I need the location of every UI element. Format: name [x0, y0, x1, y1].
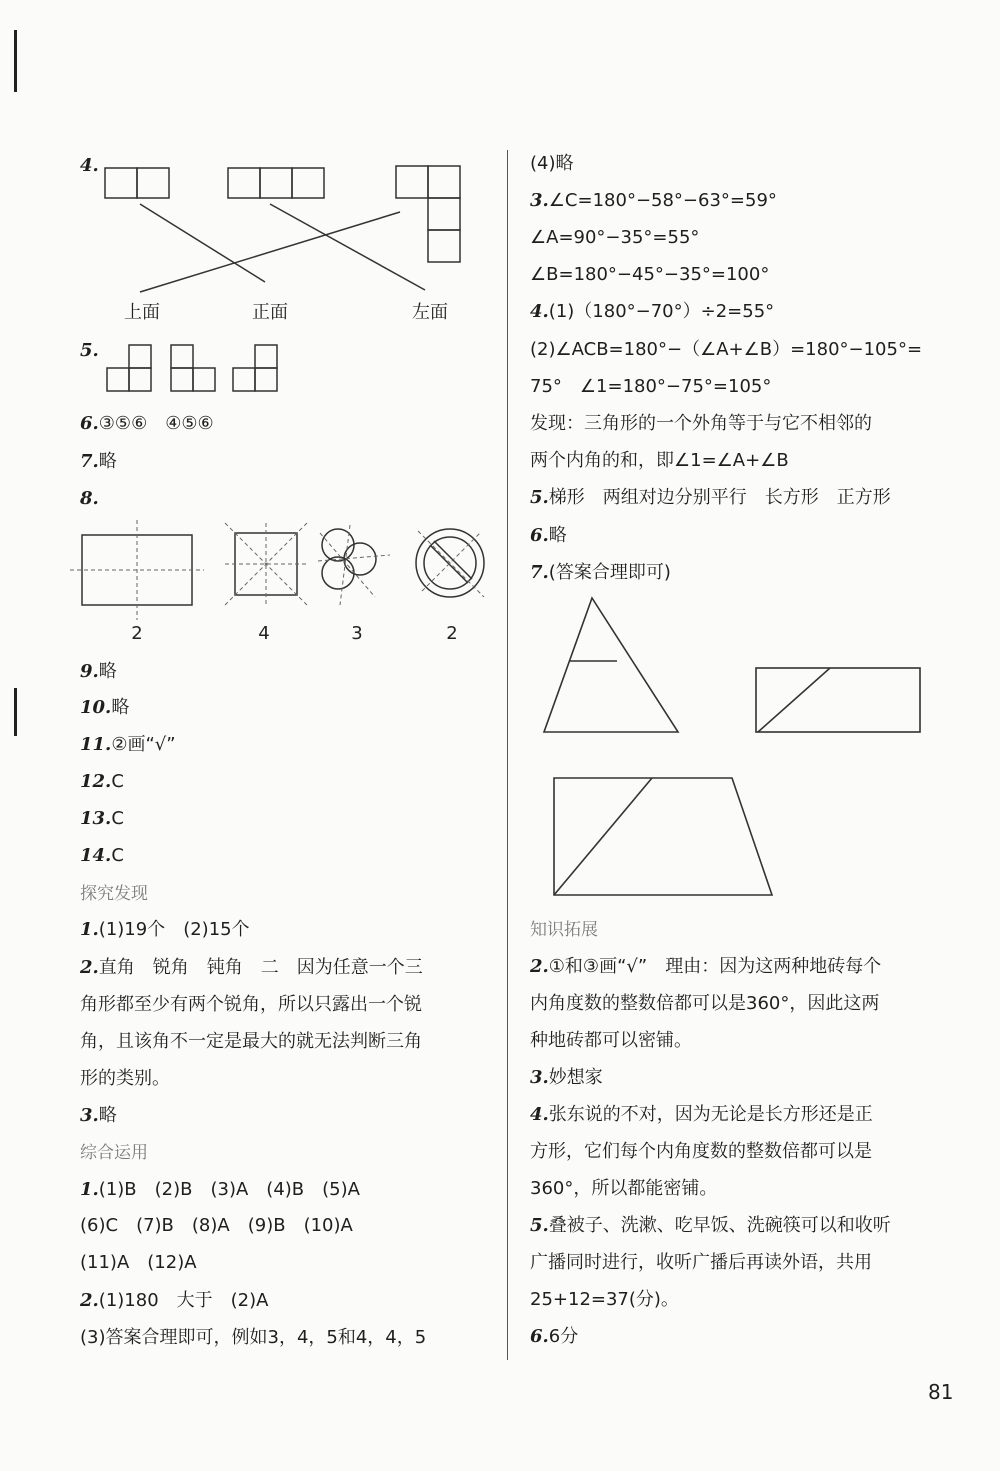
- e3-answer: 3.略: [80, 1105, 117, 1126]
- section-heading-apply: 综合运用: [80, 1143, 148, 1163]
- page-number: 81: [928, 1380, 954, 1404]
- scan-mark: [14, 688, 17, 736]
- a1-answer-line: (11)A (12)A: [80, 1252, 197, 1273]
- k2-answer-line: 内角度数的整数倍都可以是360°，因此这两: [530, 993, 880, 1014]
- r-part4-answer: (4)略: [530, 153, 574, 174]
- q9-answer: 9.略: [80, 661, 117, 682]
- symmetry-count: 3: [351, 623, 363, 644]
- symmetry-count: 2: [131, 623, 143, 644]
- k5-answer-line: 25+12=37(分)。: [530, 1289, 679, 1310]
- q13-answer: 13.C: [80, 808, 124, 829]
- a1-answer-line: 1.(1)B (2)B (3)A (4)B (5)A: [80, 1179, 360, 1200]
- a1-answer-line: (6)C (7)B (8)A (9)B (10)A: [80, 1215, 353, 1236]
- r4-answer-line: 4.(1)（180°−70°）÷2=55°: [530, 301, 775, 322]
- r5-answer: 5.梯形 两组对边分别平行 长方形 正方形: [530, 487, 891, 508]
- q6-answer: 6.③⑤⑥ ④⑤⑥: [80, 413, 214, 434]
- k6-answer: 6.6分: [530, 1326, 579, 1347]
- k5-answer-line: 5.叠被子、洗漱、吃早饭、洗碗筷可以和收听: [530, 1215, 891, 1236]
- q11-answer: 11.②画“√”: [80, 734, 176, 755]
- q12-answer: 12.C: [80, 771, 124, 792]
- a2-answer-line: (3)答案合理即可，例如3，4，5和4，4，5: [80, 1327, 427, 1348]
- view-label-left: 左面: [412, 302, 448, 323]
- r3-answer-line: ∠B=180°−45°−35°=100°: [530, 264, 770, 285]
- q8-symmetry-figure: [70, 515, 490, 650]
- e1-answer: 1.(1)19个 (2)15个: [80, 919, 250, 940]
- view-label-front: 正面: [252, 302, 288, 323]
- r3-answer-line: 3.∠C=180°−58°−63°=59°: [530, 190, 777, 211]
- r4-answer-line: 两个内角的和，即∠1=∠A+∠B: [530, 450, 789, 471]
- a2-answer-line: 2.(1)180 大于 (2)A: [80, 1290, 269, 1311]
- r4-answer-line: 75° ∠1=180°−75°=105°: [530, 376, 772, 397]
- q5-number: 5.: [80, 340, 99, 361]
- k4-answer-line: 方形，它们每个内角度数的整数倍都可以是: [530, 1141, 872, 1162]
- scan-mark: [14, 30, 17, 92]
- view-label-top: 上面: [124, 302, 160, 323]
- k5-answer-line: 广播同时进行，收听广播后再读外语，共用: [530, 1252, 872, 1273]
- q10-answer: 10.略: [80, 697, 130, 718]
- e2-answer-line: 角，且该角不一定是最大的就无法判断三角: [80, 1031, 422, 1052]
- k4-answer-line: 4.张东说的不对，因为无论是长方形还是正: [530, 1104, 873, 1125]
- q4-view-matching-figure: [100, 160, 480, 330]
- e2-answer-line: 形的类别。: [80, 1068, 170, 1089]
- column-divider: [507, 150, 508, 1360]
- q4-number: 4.: [80, 155, 99, 176]
- r3-answer-line: ∠A=90°−35°=55°: [530, 227, 700, 248]
- q7-answer: 7.略: [80, 451, 117, 472]
- e2-answer-line: 2.直角 锐角 钝角 二 因为任意一个三: [80, 957, 423, 978]
- section-heading-expand: 知识拓展: [530, 920, 598, 940]
- k2-answer-line: 2.①和③画“√” 理由：因为这两种地砖每个: [530, 956, 882, 977]
- k4-answer-line: 360°，所以都能密铺。: [530, 1178, 718, 1199]
- e2-answer-line: 角形都至少有两个锐角，所以只露出一个锐: [80, 994, 422, 1015]
- r7-shape-division-figure: [540, 595, 940, 900]
- q5-shape-views-figure: [105, 345, 285, 395]
- symmetry-count: 2: [446, 623, 458, 644]
- q14-answer: 14.C: [80, 845, 124, 866]
- section-heading-explore: 探究发现: [80, 884, 148, 904]
- r4-answer-line: 发现：三角形的一个外角等于与它不相邻的: [530, 413, 872, 434]
- q8-number: 8.: [80, 488, 99, 509]
- k3-answer: 3.妙想家: [530, 1067, 603, 1088]
- r4-answer-line: (2)∠ACB=180°−（∠A+∠B）=180°−105°=: [530, 339, 923, 360]
- r7-answer: 7.(答案合理即可): [530, 562, 671, 583]
- k2-answer-line: 种地砖都可以密铺。: [530, 1030, 692, 1051]
- symmetry-count: 4: [258, 623, 270, 644]
- r6-answer: 6.略: [530, 525, 567, 546]
